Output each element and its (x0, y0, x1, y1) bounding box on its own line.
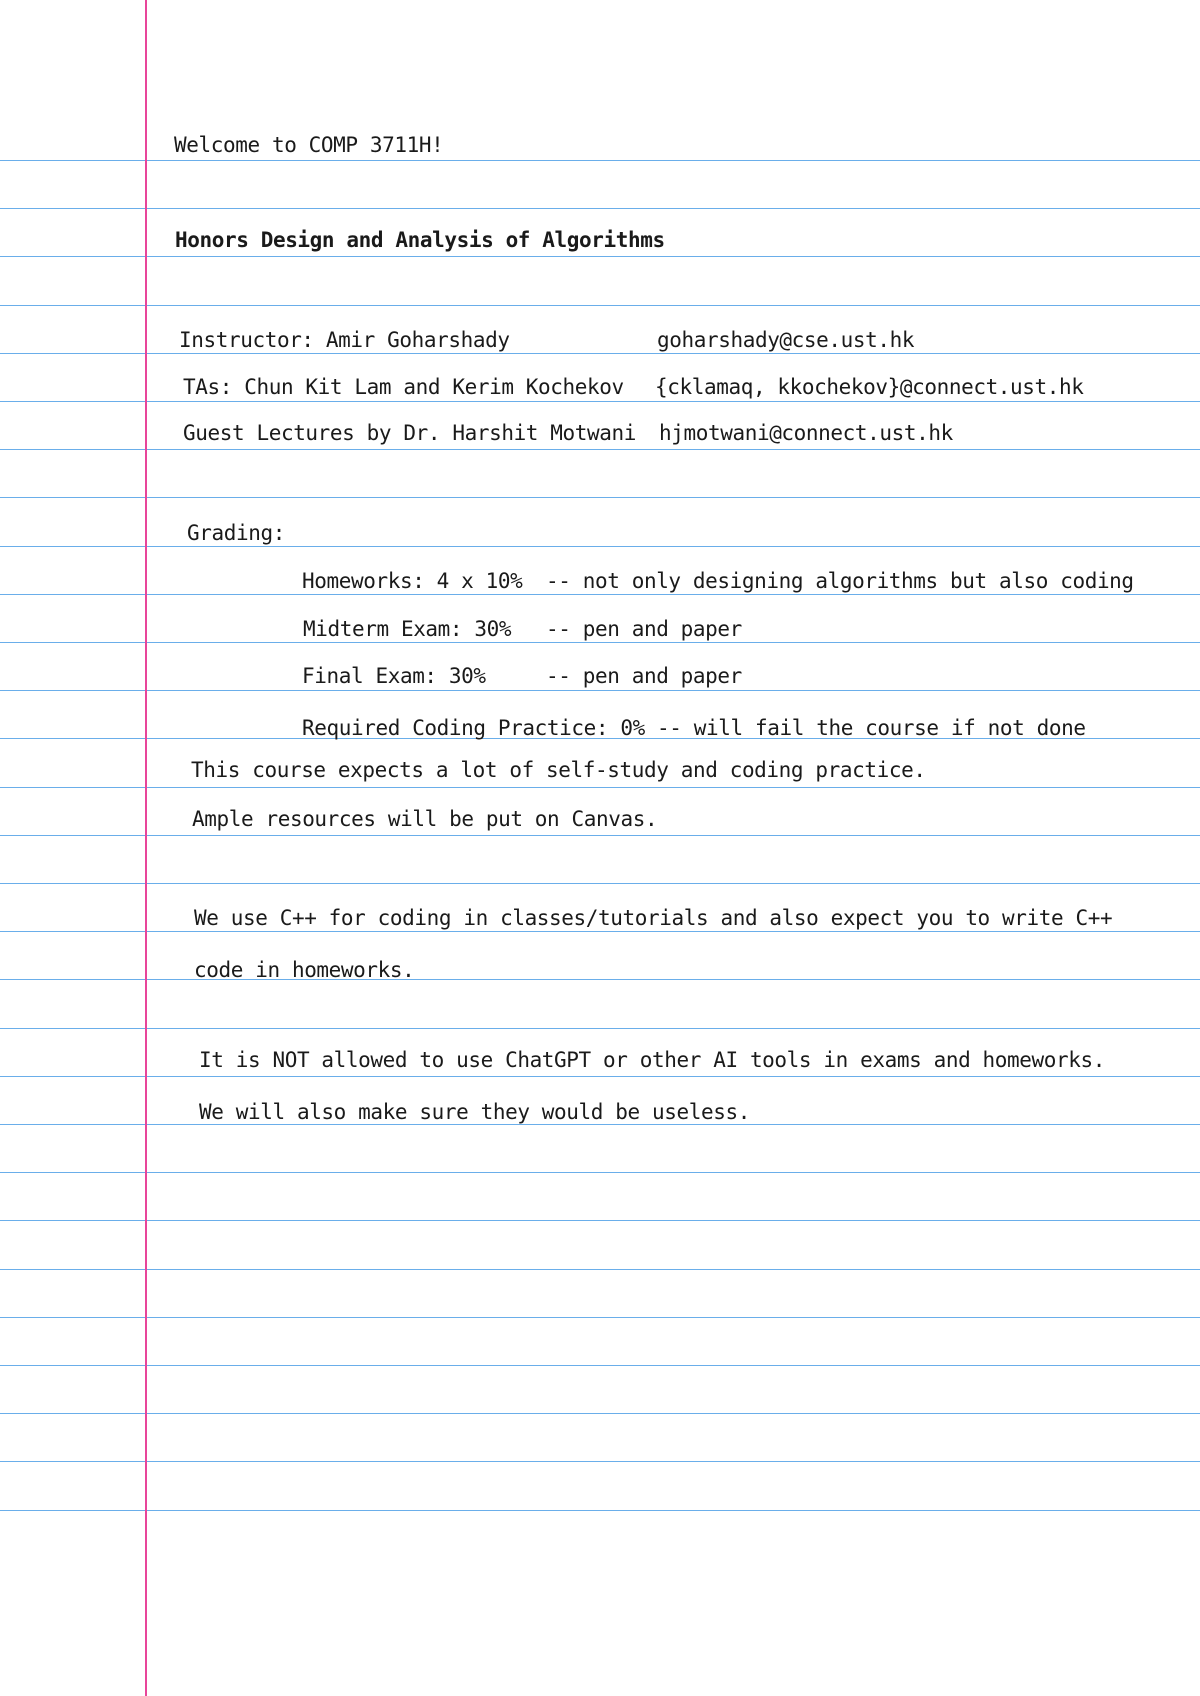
tas-label: TAs: Chun Kit Lam and Kerim Kochekov (183, 375, 624, 399)
ruled-line (0, 1076, 1200, 1077)
grading-item-coding-practice: Required Coding Practice: 0% -- will fail the course if not done (302, 716, 1086, 740)
grading-item-homeworks: Homeworks: 4 x 10% (302, 569, 523, 593)
ruled-line (0, 1172, 1200, 1173)
ruled-line (0, 1365, 1200, 1366)
ruled-line (0, 1510, 1200, 1511)
ai-policy-line-2: We will also make sure they would be useless. (199, 1100, 750, 1124)
ruled-line (0, 1461, 1200, 1462)
grading-note-final: -- pen and paper (546, 664, 742, 688)
ruled-line (0, 497, 1200, 498)
ruled-line (0, 256, 1200, 257)
ruled-line (0, 160, 1200, 161)
ruled-line (0, 546, 1200, 547)
resources-line: Ample resources will be put on Canvas. (192, 807, 658, 831)
ruled-line (0, 787, 1200, 788)
grading-heading: Grading: (187, 521, 285, 545)
tas-email: {cklamaq, kkochekov}@connect.ust.hk (655, 375, 1084, 399)
grading-item-midterm: Midterm Exam: 30% (303, 617, 512, 641)
grading-note-midterm: -- pen and paper (546, 617, 742, 641)
ruled-line (0, 1317, 1200, 1318)
course-title: Honors Design and Analysis of Algorithms (175, 228, 665, 252)
ai-policy-line-1: It is NOT allowed to use ChatGPT or other AI tools in exams and homeworks. (199, 1048, 1105, 1072)
self-study-line: This course expects a lot of self-study and coding practice. (191, 758, 926, 782)
ruled-line (0, 353, 1200, 354)
instructor-label: Instructor: Amir Goharshady (179, 328, 510, 352)
ruled-line (0, 979, 1200, 980)
ruled-line (0, 1124, 1200, 1125)
instructor-email: goharshady@cse.ust.hk (657, 328, 915, 352)
ruled-line (0, 883, 1200, 884)
ruled-line (0, 642, 1200, 643)
ruled-line (0, 208, 1200, 209)
ruled-line (0, 835, 1200, 836)
ruled-line (0, 1028, 1200, 1029)
grading-note-homeworks: -- not only designing algorithms but also coding (546, 569, 1134, 593)
guest-lecturer-email: hjmotwani@connect.ust.hk (659, 421, 953, 445)
ruled-line (0, 401, 1200, 402)
margin-line (145, 0, 147, 1696)
ruled-line (0, 690, 1200, 691)
ruled-line (0, 305, 1200, 306)
welcome-line: Welcome to COMP 3711H! (174, 133, 444, 157)
cpp-line-1: We use C++ for coding in classes/tutorials and also expect you to write C++ (194, 906, 1113, 930)
ruled-line (0, 1269, 1200, 1270)
guest-lecturer-label: Guest Lectures by Dr. Harshit Motwani (183, 421, 636, 445)
grading-item-final: Final Exam: 30% (302, 664, 486, 688)
ruled-line (0, 1413, 1200, 1414)
ruled-line (0, 931, 1200, 932)
ruled-line (0, 594, 1200, 595)
cpp-line-2: code in homeworks. (194, 958, 415, 982)
ruled-line (0, 449, 1200, 450)
ruled-line (0, 1220, 1200, 1221)
